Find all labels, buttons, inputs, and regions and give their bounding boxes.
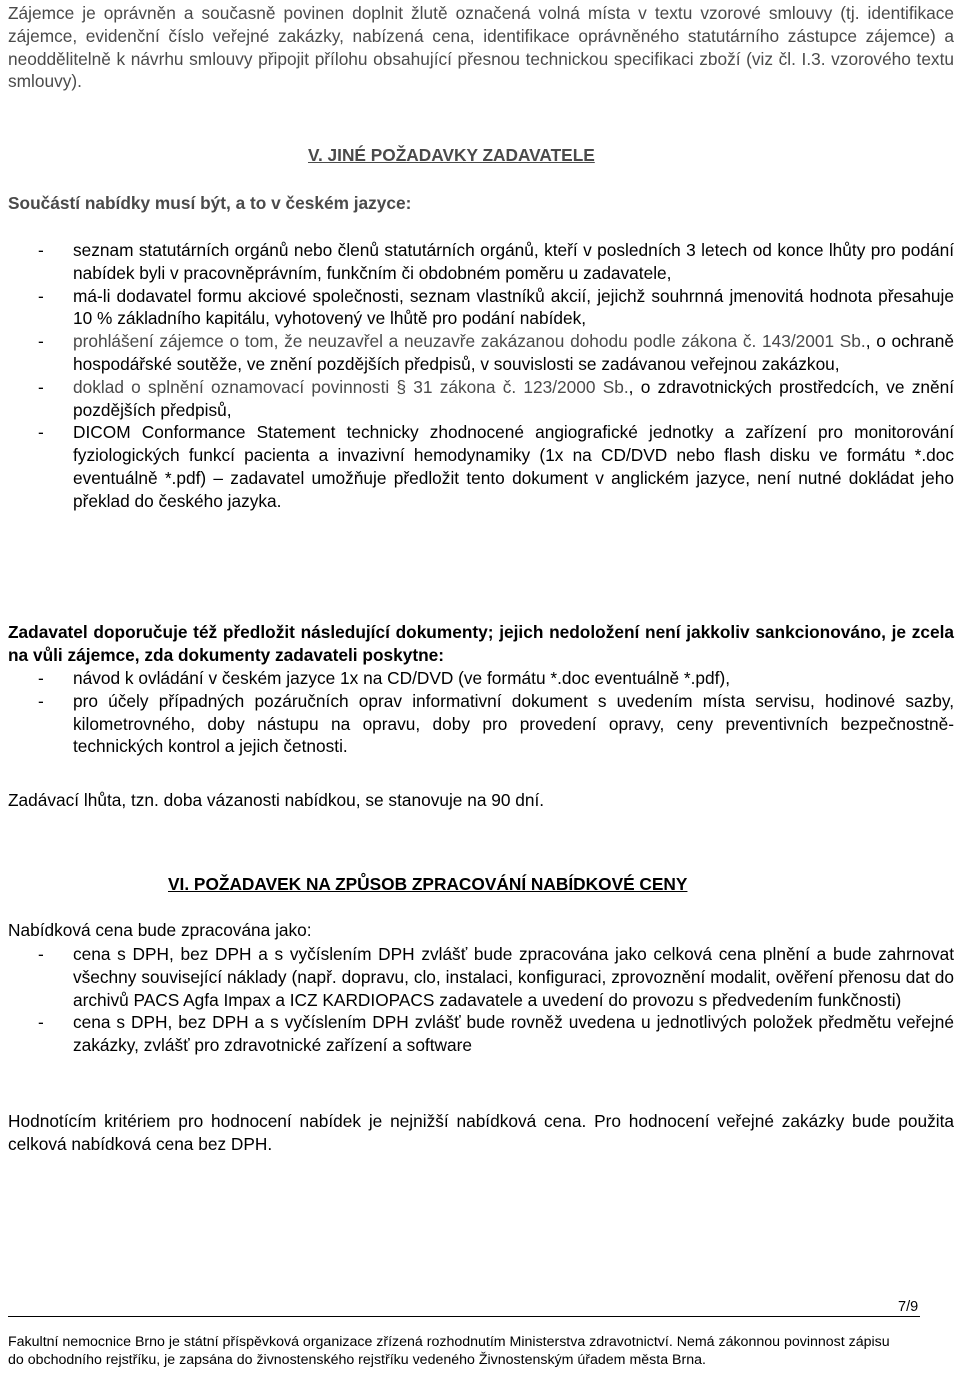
list-dash: - (38, 668, 44, 688)
section-5-heading: V. JINÉ POŽADAVKY ZADAVATELE (308, 145, 595, 165)
list-item-text: seznam statutárních orgánů nebo členů statutárních orgánů, kteří v posledních 3 letech od konce lhůty pro podání nabídek byli v pracovněprávním, funkčním či obdobném poměru u zadavatele, (73, 240, 954, 283)
list-dash: - (38, 376, 44, 397)
list-dash: - (38, 422, 44, 443)
list-item (8, 376, 954, 422)
recommended-documents-list (8, 667, 954, 758)
list-dash: - (38, 285, 44, 306)
section-6-heading: VI. POŽADAVEK NA ZPŮSOB ZPRACOVÁNÍ NABÍDKOVÉ CENY (168, 874, 688, 894)
list-dash: - (38, 944, 44, 964)
recommendation-heading: Zadavatel doporučuje též předložit následující dokumenty; jejich nedoložení není jakkoliv sankcionováno, je zcela na vůli zájemce, zda dokumenty zadavateli poskytne: (8, 622, 954, 665)
binding-period-text: Zadávací lhůta, tzn. doba vázanosti nabídkou, se stanovuje na 90 dní. (8, 790, 545, 810)
list-item (8, 667, 954, 690)
list-dash: - (38, 690, 44, 711)
list-item-text-cont: , o ochraně hospodářské soutěže, ve znění pozdějších předpisů, v souvislosti se zadávanou veřejnou zakázkou, (73, 331, 954, 374)
list-item (8, 330, 954, 376)
list-item-text: má-li dodavatel formu akciové společnosti, seznam vlastníků akcií, jejichž souhrnná jmenovitá hodnota přesahuje 10 % základního kapitálu, vyhotovený ve lhůtě pro podání nabídek, (73, 285, 954, 329)
list-item-text: DICOM Conformance Statement technicky zhodnocené angiografické jednotky a zařízení pro monitorování fyziologických funkcí pacienta a invazivní hemodynamiky (1x na CD/DVD nebo flash disku ve formátu *.doc eventuálně *.pdf) – zadavatel umožňuje předložit tento dokument v anglickém jazyce, není nutné dokládat jeho překlad do českého jazyka. (73, 422, 954, 511)
list-item (8, 285, 954, 331)
intro-paragraph: Zájemce je oprávněn a současně povinen doplnit žlutě označená volná místa v textu vzorové smlouvy (tj. identifikace zájemce, evidenční číslo veřejné zakázky, nabízená cena, identifikace oprávněného statutárního zástupce zájemce) a neoddělitelně k návrhu smlouvy připojit přílohu obsahující přesnou technickou specifikaci zboží (viz čl. I.3. vzorového textu smlouvy). (8, 3, 954, 92)
list-item (8, 943, 954, 1011)
footer-divider (8, 1316, 920, 1317)
list-item-text-cont: , o zdravotnických prostředcích, ve znění pozdějších předpisů, (73, 376, 954, 420)
list-item-text: cena s DPH, bez DPH a s vyčíslením DPH zvlášť bude rovněž uvedena u jednotlivých položek předmětu veřejné zakázky, zvlášť pro zdravotnické zařízení a software (73, 1012, 954, 1056)
list-item-text: pro účely případných pozáručních oprav informativní dokument s uvedením místa servisu, hodinové sazby, kilometrovného, doby nástupu na opravu, doby pro provedení opravy, ceny preventivních bezpečnostně-technických kontrol a jejich četnosti. (73, 690, 954, 757)
required-documents-list (8, 239, 954, 513)
list-item-text: cena s DPH, bez DPH a s vyčíslením DPH zvlášť bude zpracována jako celková cena plnění a bude zahrnovat všechny související náklady (např. dopravu, clo, instalaci, konfiguraci, zprovoznění modalit, ověření přenosu dat do archivů PACS Agfa Impax a ICZ KARDIOPACS zadavatele a uvedení do provozu s předvedením funkčnosti) (73, 944, 954, 1010)
list-item (8, 690, 954, 758)
list-item (8, 239, 954, 285)
section-5-subheading: Součástí nabídky musí být, a to v českém jazyce: (8, 193, 412, 213)
list-dash: - (38, 1012, 44, 1033)
price-lead-text: Nabídková cena bude zpracována jako: (8, 920, 312, 940)
list-dash: - (38, 331, 44, 352)
footer-line-2: do obchodního rejstříku, je zapsána do živnostenského rejstříku vedeného Živnostenským úřadem města Brna. (8, 1352, 706, 1368)
list-item-text: návod k ovládání v českém jazyce 1x na CD/DVD (ve formátu *.doc eventuálně *.pdf), (73, 668, 731, 688)
list-item-text: doklad o splnění oznamovací povinnosti § 31 zákona č. 123/2000 Sb. (73, 376, 629, 397)
list-item (8, 421, 954, 512)
list-dash: - (38, 240, 44, 260)
evaluation-criterion-text: Hodnotícím kritériem pro hodnocení nabídek je nejnižší nabídková cena. Pro hodnocení veřejné zakázky bude použita celková nabídková cena bez DPH. (8, 1111, 954, 1154)
price-list (8, 943, 954, 1057)
list-item (8, 1011, 954, 1057)
list-item-text: prohlášení zájemce o tom, že neuzavřel a neuzavře zakázanou dohodu podle zákona č. 143/2001 Sb. (73, 331, 866, 352)
footer-line-1: Fakultní nemocnice Brno je státní příspěvková organizace zřízená rozhodnutím Ministerstva zdravotnictví. Nemá zákonnou povinnost zápisu (8, 1334, 890, 1350)
page-number: 7/9 (898, 1299, 919, 1315)
